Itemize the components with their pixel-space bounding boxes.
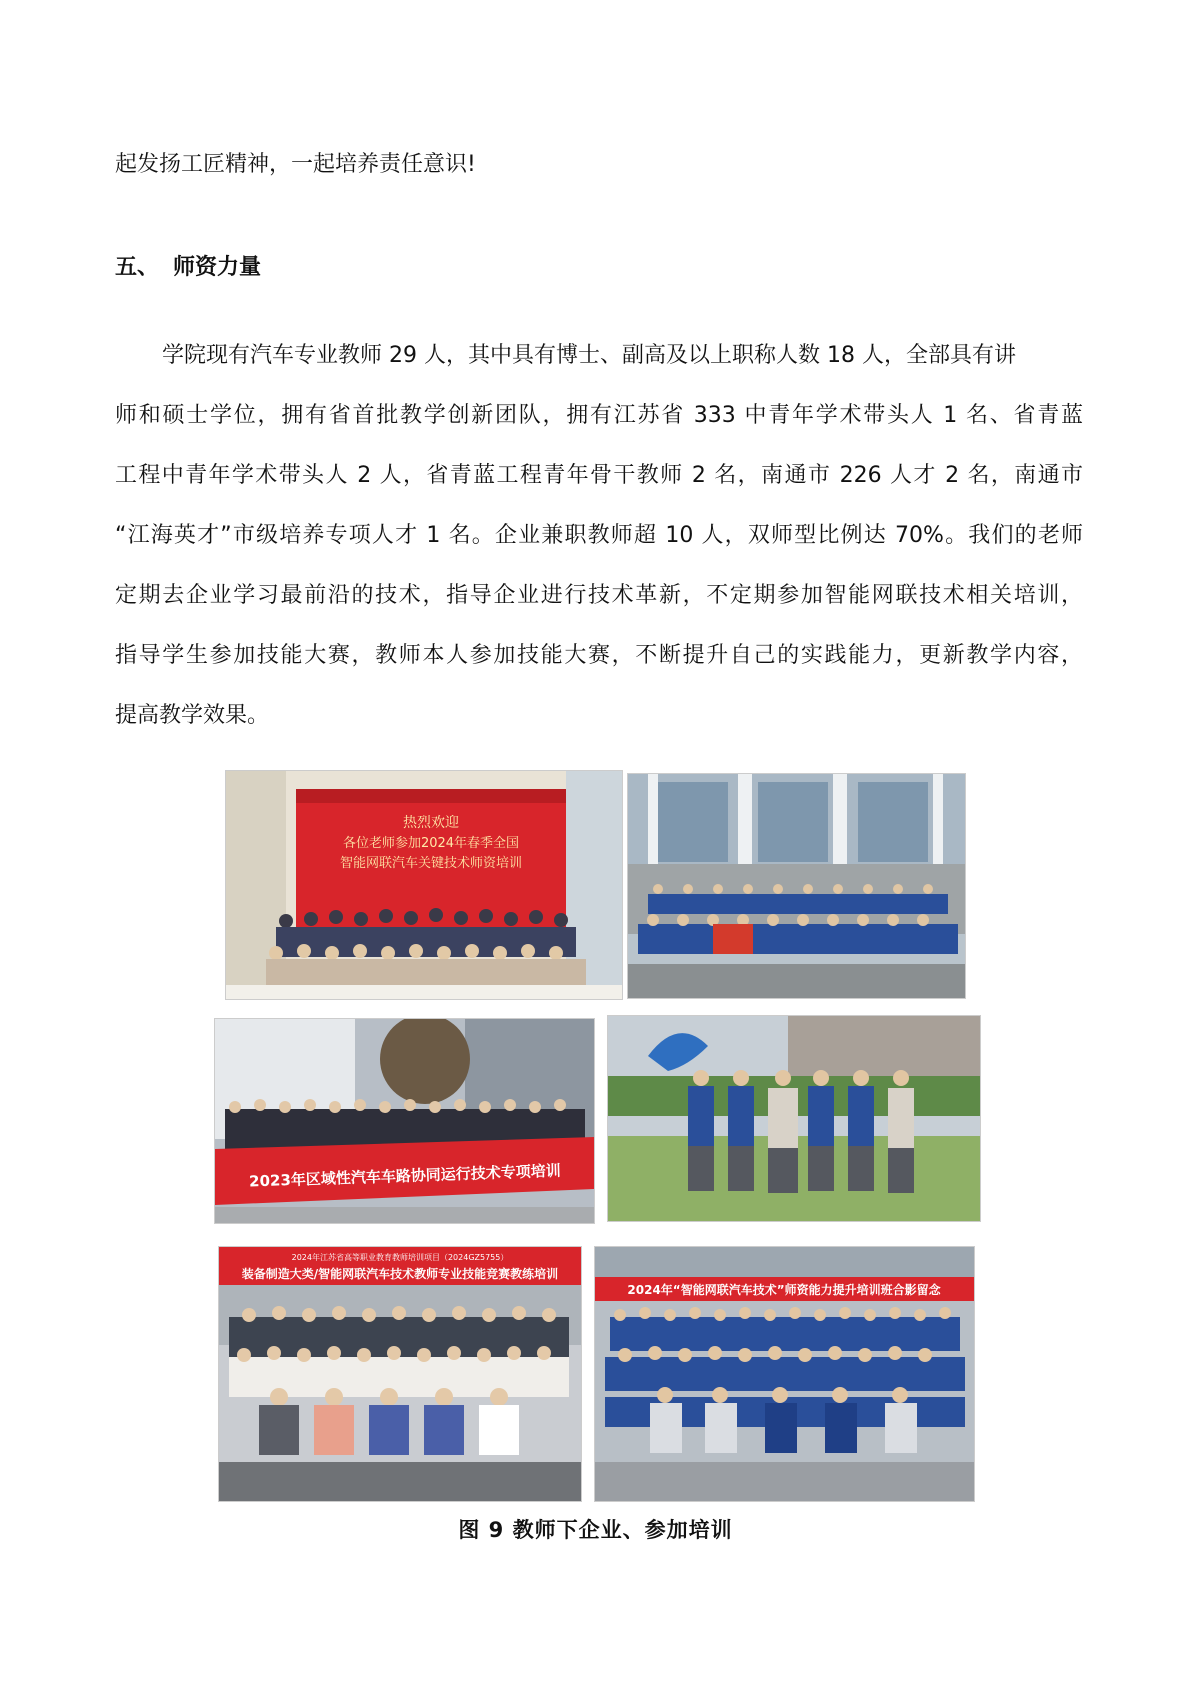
photo1-banner-line2: 各位老师参加2024年春季全国 — [342, 836, 520, 851]
photo6-banner-text: 2024年“智能网联汽车技术”师资能力提升培训班合影留念 — [627, 1283, 941, 1297]
paragraph-line: 指导学生参加技能大赛，教师本人参加技能大赛，不断提升自己的实践能力，更新教学内容， — [115, 643, 1083, 668]
training-photo-1 — [225, 770, 623, 1000]
training-photo-4 — [607, 1015, 981, 1222]
paragraph-line: 提高教学效果。 — [115, 703, 270, 728]
photo5-banner-top: 2024年江苏省高等职业教育教师培训项目（2024GZ5755） — [291, 1253, 509, 1262]
training-photo-2 — [627, 773, 966, 999]
paragraph-line: 学院现有汽车专业教师 29 人，其中具有博士、副高及以上职称人数 18 人，全部具有讲 — [162, 343, 1016, 368]
paragraph-line: 工程中青年学术带头人 2 人，省青蓝工程青年骨干教师 2 名，南通市 226 人才 2 名，南通市 — [115, 463, 1083, 488]
photo1-banner-line3: 智能网联汽车关键技术师资培训 — [339, 856, 523, 871]
training-photo-5 — [218, 1246, 582, 1502]
photo1-banner-line1: 热烈欢迎 — [403, 815, 459, 831]
photo5-banner-main: 装备制造大类/智能网联汽车技术教师专业技能竞赛教练培训 — [241, 1267, 559, 1281]
section-title: 师资力量 — [173, 255, 262, 280]
paragraph-line: 师和硕士学位，拥有省首批教学创新团队，拥有江苏省 333 中青年学术带头人 1 名、省青蓝 — [115, 403, 1083, 428]
figure-caption: 图 9 教师下企业、参加培训 — [458, 1518, 733, 1542]
training-photo-3 — [214, 1018, 595, 1224]
paragraph-line: “江海英才”市级培养专项人才 1 名。企业兼职教师超 10 人，双师型比例达 70%。我们的老师 — [115, 523, 1083, 548]
paragraph-line: 定期去企业学习最前沿的技术，指导企业进行技术革新，不定期参加智能网联技术相关培训， — [115, 583, 1083, 608]
section-heading — [115, 250, 261, 281]
text-line-top: 起发扬工匠精神，一起培养责任意识! — [115, 152, 476, 177]
photo3-banner-text: 2023年区域性汽车车路协同运行技术专项培训 — [248, 1161, 561, 1191]
training-photo-6 — [594, 1246, 975, 1502]
section-number: 五、 — [115, 255, 160, 280]
